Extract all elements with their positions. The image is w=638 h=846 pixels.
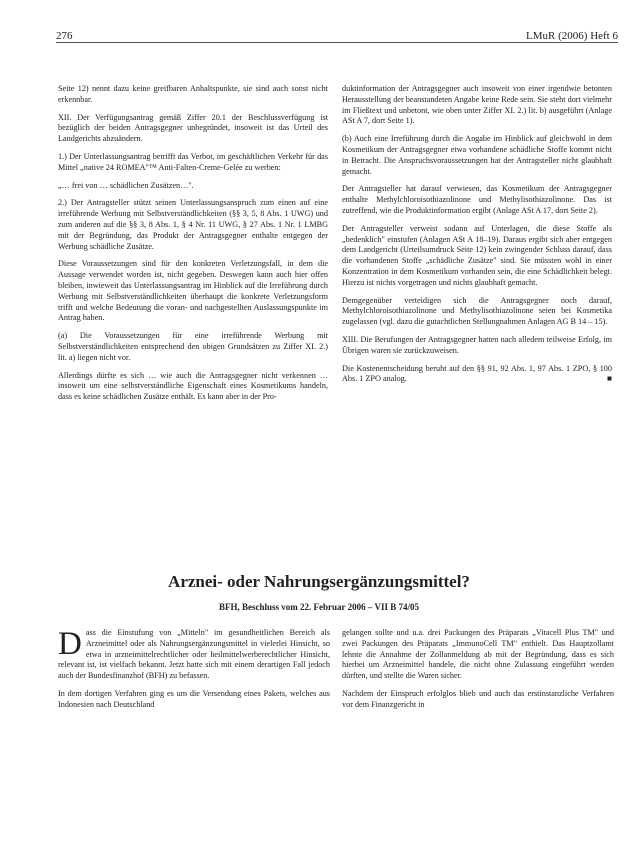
article-left-column <box>58 628 330 718</box>
journal-reference: LMuR (2006) Heft 6 <box>526 30 618 42</box>
drop-cap: D <box>58 626 82 662</box>
page-number: 276 <box>56 30 73 42</box>
header-rule <box>56 42 618 43</box>
paragraph: (a) Die Voraussetzungen für eine irreführende Werbung mit Selbstverständlichkeiten entsprechend den obigen Grundsätzen zu Ziffer XI. 2.) lit. a) liegen nicht vor. <box>58 331 328 362</box>
paragraph: XIII. Die Berufungen der Antragsgegner hatten nach alledem teilweise Erfolg, im Übrigen waren sie zurückzuweisen. <box>342 334 612 355</box>
cost-decision: Die Kostenentscheidung beruht auf den §§ 91, 92 Abs. 1, 97 Abs. 1 ZPO, § 100 Abs. 1 ZPO analog. <box>342 363 612 384</box>
paragraph: Der Antragsteller verweist sodann auf Unterlagen, die diese Stoffe als „bedenklich" einstufen (Anlagen ASt A 18–19). Daraus ergibt sich aber entgegen dem Landgericht (Urteilsumdruck Seite 12) kein zwingender Schluss darauf, dass die vorhandenen Stoffe „schädliche Zusätze" sind. Sie müssten wohl in einer Konzentration in dem Kosmetikum vorhanden sein, die eine Schädlichkeit belegt. Hierzu ist nichts vorgetragen und nichts glaubhaft gemacht. <box>342 223 612 287</box>
paragraph: 1.) Der Unterlassungsantrag betrifft das Verbot, im geschäftlichen Verkehr für das Mittel „native 24 ROMEA"™ Anti-Falten-Creme-Gelée zu werben: <box>58 151 328 172</box>
left-column <box>58 84 328 410</box>
paragraph: duktinformation der Antragsgegner auch insoweit von einer irgendwie betonten Herausstellung der beanstandeten Angabe keine Rede sein. Sie steht dort vielmehr im Fließtext und unbetont, wie oben unter Ziffer XI. 2.) lit. b) ausgeführt (Anlage ASt A 7, dort Seite 1). <box>342 84 612 126</box>
right-column <box>342 84 612 392</box>
paragraph: In dem dortigen Verfahren ging es um die Versendung eines Pakets, welches aus Indonesien nach Deutschland <box>58 688 330 709</box>
article-title: Arznei- oder Nahrungsergänzungsmittel? <box>168 572 470 591</box>
paragraph <box>58 628 330 682</box>
paragraph: Der Antragsteller hat darauf verwiesen, das Kosmetikum der Antragsgegner enthalte Methylchloroisothiazolinone und Methylisothiazolinone. Das ist zutreffend, wie die Produktinformation ergibt (Anlage ASt A 17, dort Seite 2). <box>342 184 612 215</box>
paragraph: (b) Auch eine Irreführung durch die Angabe im Hinblick auf gleichwohl in dem Kosmetikum der Antragsgegner etwa vorhandene schädliche Stoffe kommt nicht in Betracht. Die Anspruchsvoraussetzungen hat der Antragsteller nicht glaubhaft gemacht. <box>342 134 612 176</box>
paragraph: Demgegenüber verteidigen sich die Antragsgegner noch darauf, Methylchloroisothiazolinone und Methylisothiazolinone seien bei Kosmetika zugelassen (vgl. dazu die gutachtlichen Stellungnahmen Anlagen AG B 14 – 15). <box>342 295 612 327</box>
paragraph: 2.) Der Antragsteller stützt seinen Unterlassungsanspruch zum einen auf eine irreführende Werbung mit Selbstverständlichkeiten (§§ 3, 5, 8 Abs. 1 UWG) und zum anderen auf die §§ 3, 8 Abs. 1, § 4 Nr. 11 UWG, § 27 Abs. 1 Nr. 1 LMBG mit der Begründung, das Produkt der Antragsgegner enthalte entgegen der Werbung schädliche Zusätze. <box>58 198 328 251</box>
paragraph-with-end-mark <box>342 364 612 386</box>
paragraph: Seite 12) nennt dazu keine greifbaren Anhaltspunkte, sie sind auch sonst nicht erkennbar. <box>58 84 328 104</box>
paragraph-text: ass die Einstufung von „Mitteln" im gesundheitlichen Bereich als Arzneimittel oder als Nahrungsergänzungsmittel in vielerlei Hinsicht, so etwa in arzneimittelrechtlicher oder heilmittelwerberechtlicher Hinsicht, relevant ist, ist vielfach bekannt. Jetzt hatte sich mit einem derartigen Fall jedoch auch der Bundesfinanzhof (BFH) zu befassen. <box>58 628 330 681</box>
paragraph: gelangen sollte und u.a. drei Packungen des Präparats „Vitacell Plus TM" und zwei Packungen des Präparats „ImmunoCell TM" enthielt. Das Hauptzollamt lehnte die Annahme der Zollanmeldung ab mit der Begründung, dass es sich hierbei um Arzneimittel handele, die nicht ohne Zulassung eingeführt werden dürften, und stellte die Waren sicher. <box>342 628 614 681</box>
end-mark: ■ <box>607 374 612 384</box>
quote-paragraph: „… frei von … schädlichen Zusätzen…". <box>58 180 194 190</box>
article-right-column <box>342 628 614 718</box>
paragraph: Diese Voraussetzungen sind für den konkreten Verletzungsfall, in dem die Aussage verwendet worden ist, nicht gegeben. Deswegen kann auch hier offen bleiben, inwieweit das Unterlassungsantrag im Hinblick auf die Irreführung durch Werbung mit Selbstverständlichkeiten überhaupt die konkrete Verletzungsform trifft und welche Bedeutung die voran- und nachgestellten Auslassungspunkte im Antrag haben. <box>58 259 328 323</box>
paragraph: XII. Der Verfügungsantrag gemäß Ziffer 20.1 der Beschlussverfügung ist bezüglich der beiden Antragsgegner unbegründet, insoweit ist das Urteil des Landgerichts abzuändern. <box>58 112 328 144</box>
paragraph: Nachdem der Einspruch erfolglos blieb und auch das erstinstanzliche Verfahren vor dem Finanzgericht in <box>342 688 614 709</box>
article-subtitle: BFH, Beschluss vom 22. Februar 2006 – VII B 74/05 <box>219 602 419 612</box>
paragraph: Allerdings dürfte es sich … wie auch die Antragsgegner nicht verkennen … insoweit um eine selbstverständliche Eigenschaft eines Kosmetikums handeln, dass es keine schädlichen Zusätze enthält. Es kann aber in der Pro- <box>58 370 328 402</box>
